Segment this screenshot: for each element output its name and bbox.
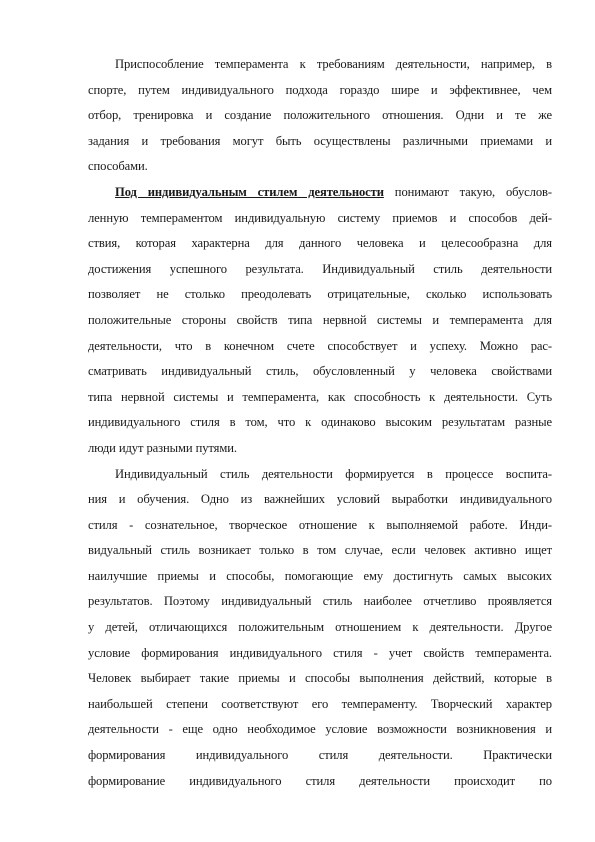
text-line: деятельности, что в конечном счете способствует и успеху. Можно рас- [88, 338, 552, 353]
text-line: сматривать индивидуальный стиль, обусловленный у человека свойствами [88, 364, 552, 379]
text-line: положительные стороны свойств типа нервной системы и темперамента для [88, 312, 552, 327]
text-run: понимают такую, обуслов- [383, 184, 552, 199]
text-line: люди идут разными путями. [88, 440, 237, 455]
document-body [88, 52, 552, 794]
text-line: деятельности - еще одно необходимое условие возможности возникновения и [88, 722, 552, 737]
text-line [88, 180, 552, 206]
text-line: способами. [88, 159, 148, 174]
text-line: результатов. Поэтому индивидуальный стиль наиболее отчетливо проявляется [88, 594, 552, 609]
text-line: видуальный стиль возникает только в том случае, если человек активно ищет [88, 543, 552, 558]
text-line: Приспособление темперамента к требованиям деятельности, например, в [115, 57, 552, 71]
text-line: ленную темпераментом индивидуальную систему приемов и способов дей- [88, 210, 552, 225]
text-line: стиля - сознательное, творческое отношение к выполняемой работе. Инди- [88, 517, 552, 532]
text-line: достижения успешного результата. Индивидуальный стиль деятельности [88, 261, 552, 276]
term-definition-emphasis: Под индивидуальным стилем деятельности [115, 184, 384, 199]
text-line: ствия, которая характерна для данного человека и целесообразна для [88, 236, 552, 251]
text-line: формирования индивидуального стиля деятельности. Практически [88, 748, 552, 763]
text-line: задания и требования могут быть осуществлены различными приемами и [88, 133, 552, 148]
text-line: наилучшие приемы и способы, помогающие ему достигнуть самых высоких [88, 568, 552, 583]
text-line: позволяет не столько преодолевать отрицательные, сколько использовать [88, 287, 552, 302]
text-line: ния и обучения. Одно из важнейших условий выработки индивидуального [88, 492, 552, 507]
text-line: Индивидуальный стиль деятельности формируется в процессе воспита- [115, 466, 552, 481]
text-line: Человек выбирает такие приемы и способы выполнения действий, которые в [88, 671, 552, 686]
text-line: у детей, отличающихся положительным отношением к деятельности. Другое [88, 620, 552, 635]
text-line: отбор, тренировка и создание положительного отношения. Одни и те же [88, 108, 552, 123]
text-line: индивидуального стиля в том, что к одинаково высоким результатам разные [88, 415, 552, 430]
text-line: наибольшей степени соответствуют его темпераменту. Творческий характер [88, 696, 552, 711]
text-line: спорте, путем индивидуального подхода гораздо шире и эффективнее, чем [88, 82, 552, 97]
text-line: условие формирования индивидуального стиля - учет свойств темперамента. [88, 645, 552, 660]
text-line: формирование индивидуального стиля деятельности происходит по [88, 773, 552, 788]
text-line: типа нервной системы и темперамента, как способность к деятельности. Суть [88, 389, 552, 404]
